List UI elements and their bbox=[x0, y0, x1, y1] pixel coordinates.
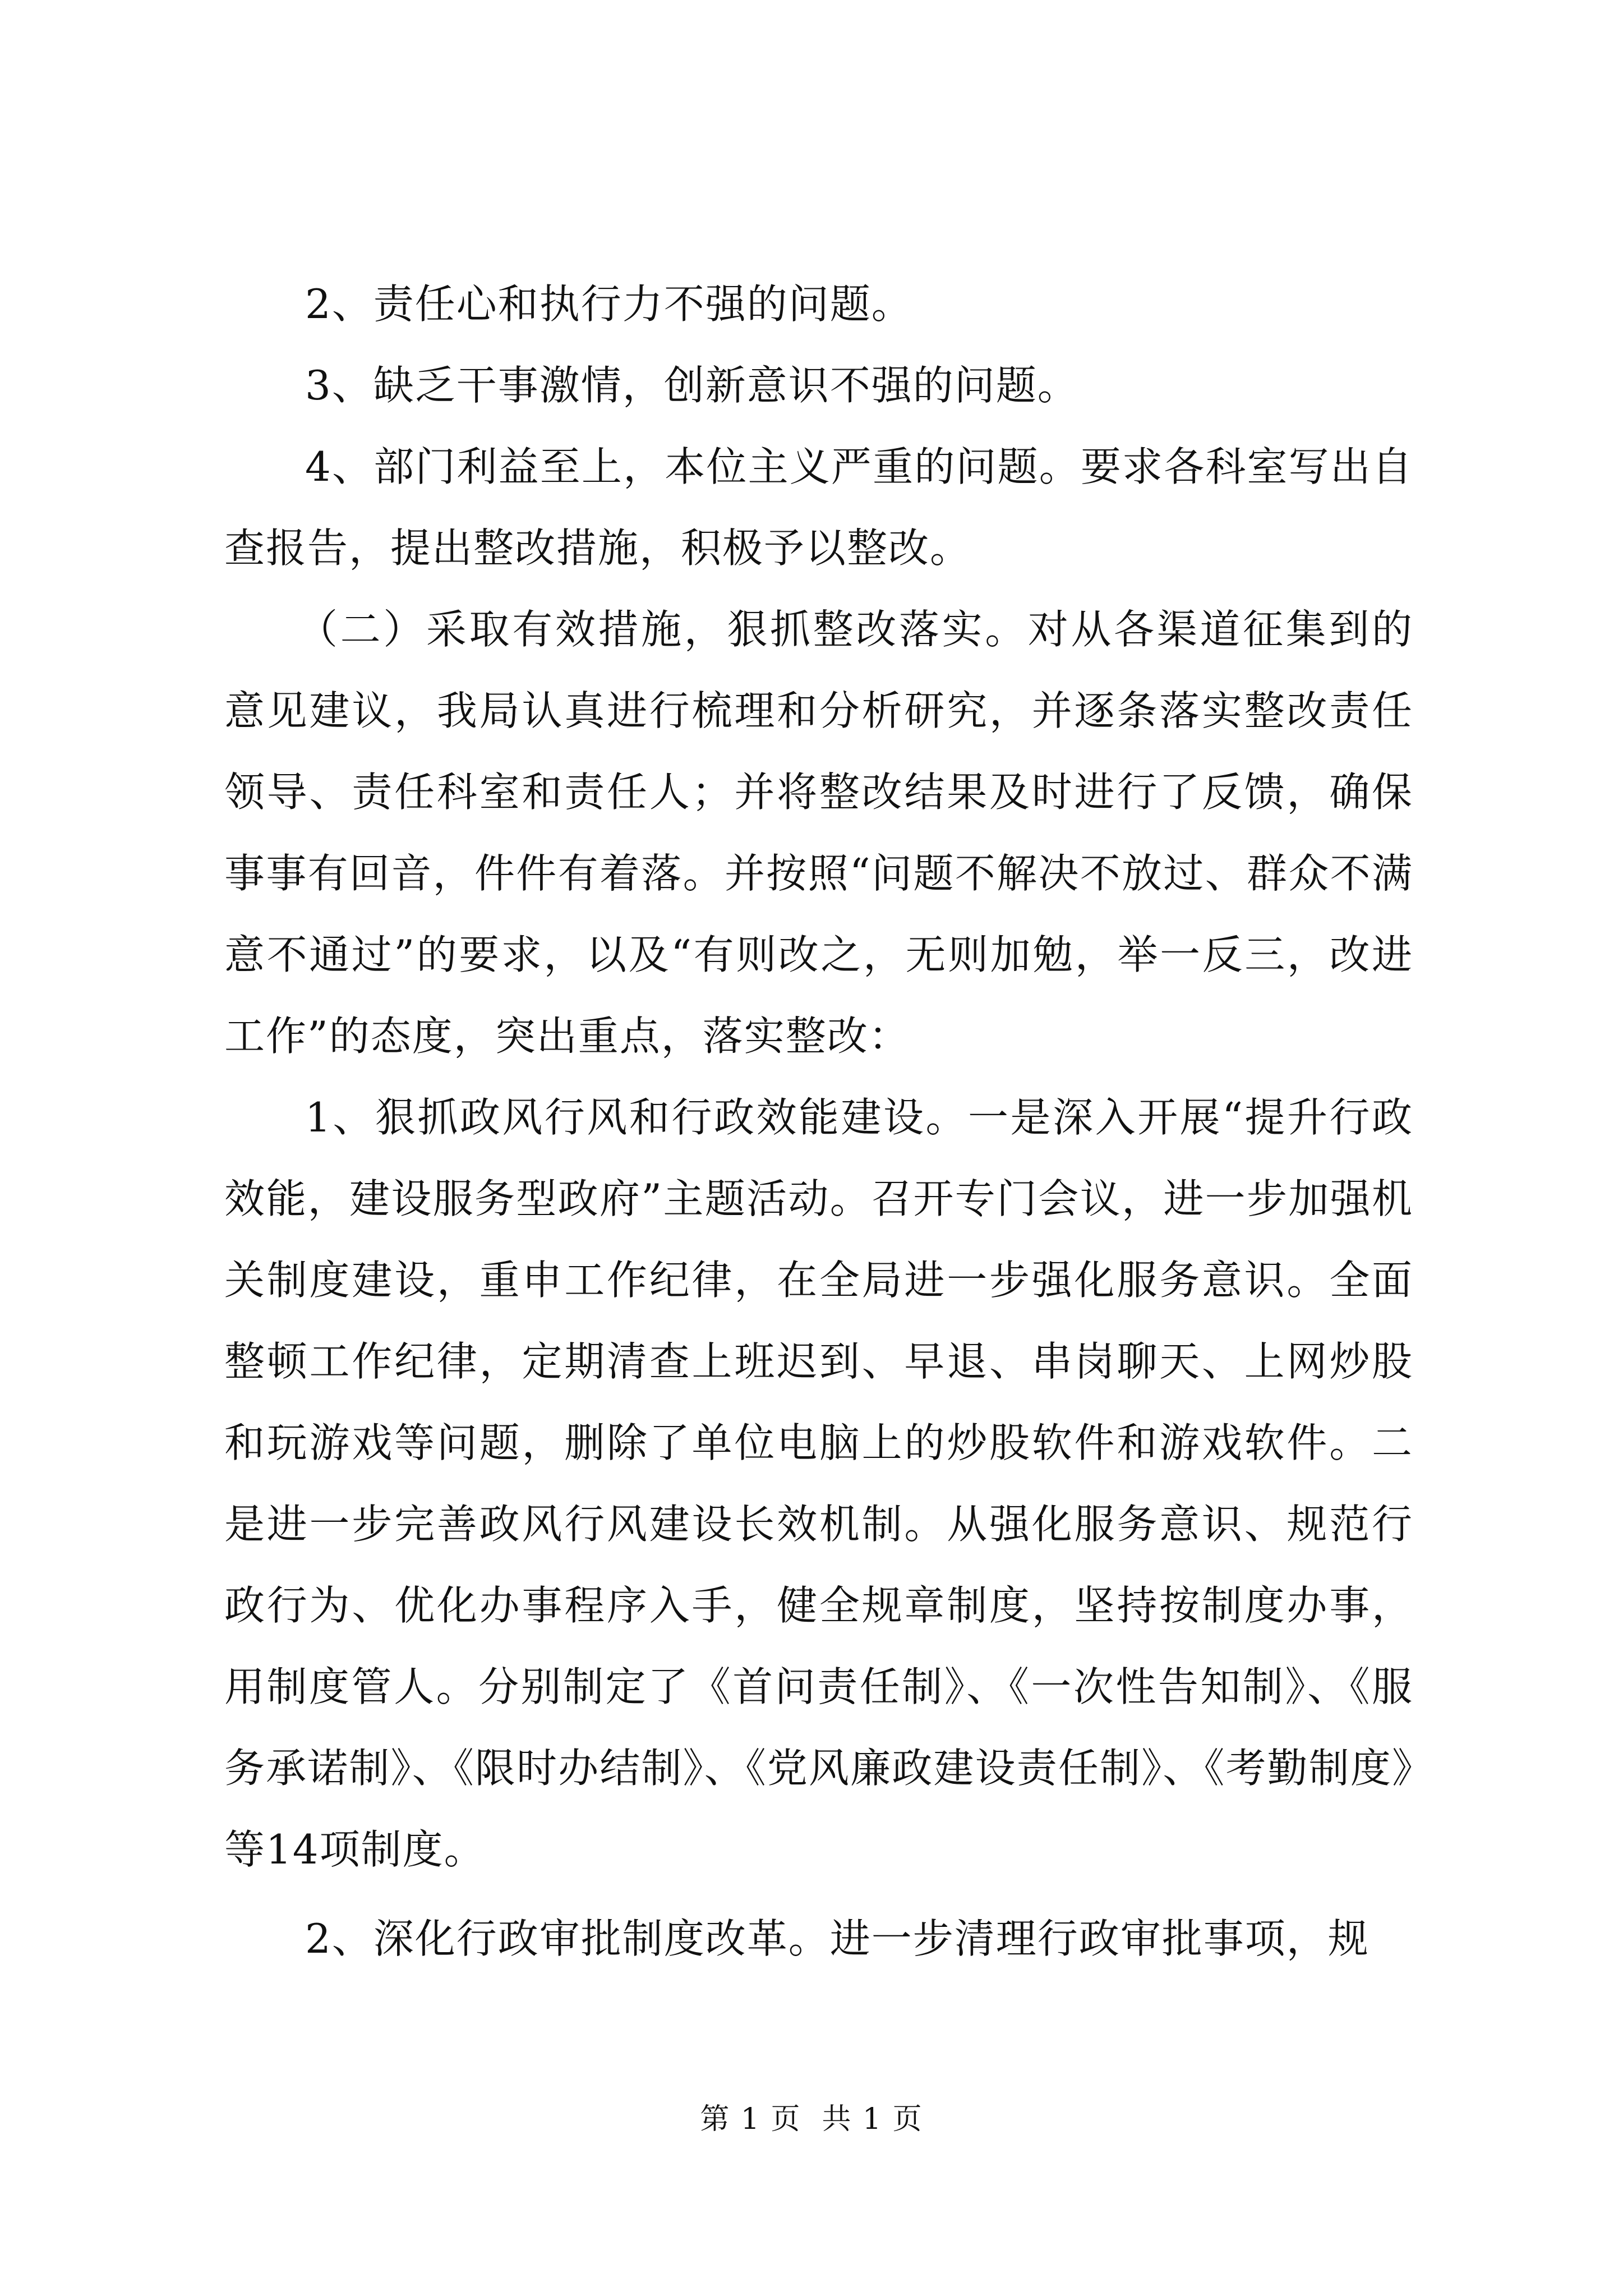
paragraph-item-2: 2、责任心和执行力不强的问题。 bbox=[305, 280, 913, 328]
paragraph-spacer bbox=[224, 1890, 1413, 1898]
paragraph-item-3: 3、缺乏干事激情，创新意识不强的问题。 bbox=[305, 362, 1079, 409]
paragraph-item-4: 4、部门利益至上，本位主义严重的问题。要求各科室写出自查报告，提出整改措施，积极予以整改。 bbox=[224, 443, 1413, 572]
paragraph-section-two: （二）采取有效措施，狠抓整改落实。对从各渠道征集到的意见建议，我局认真进行梳理和分析研究，并逐条落实整改责任领导、责任科室和责任人；并将整改结果及时进行了反馈，确保事事有回音，件件有着落。并按照“问题不解决不放过、群众不满意不通过”的要求，以及“有则改之，无则加勉，举一反三，改进工作”的态度，突出重点，落实整改： bbox=[224, 606, 1413, 1060]
page-number-footer: 第 1 页 共 1 页 bbox=[700, 2102, 923, 2136]
paragraph-measure-1: 1、狠抓政风行风和行政效能建设。一是深入开展“提升行政效能，建设服务型政府”主题活动。召开专门会议，进一步加强机关制度建设，重申工作纪律，在全局进一步强化服务意识。全面整顿工作纪律，定期清查上班迟到、早退、串岗聊天、上网炒股和玩游戏等问题，删除了单位电脑上的炒股软件和游戏软件。二是进一步完善政风行风建设长效机制。从强化服务意识、规范行政行为、优化办事程序入手，健全规章制度，坚持按制度办事，用制度管人。分别制定了《首问责任制》、《一次性告知制》、《服务承诺制》、《限时办结制》、《党风廉政建设责任制》、《考勤制度》等14项制度。 bbox=[224, 1094, 1413, 1873]
document-body bbox=[224, 264, 1413, 1980]
paragraph-measure-2: 2、深化行政审批制度改革。进一步清理行政审批事项，规 bbox=[305, 1915, 1370, 1962]
